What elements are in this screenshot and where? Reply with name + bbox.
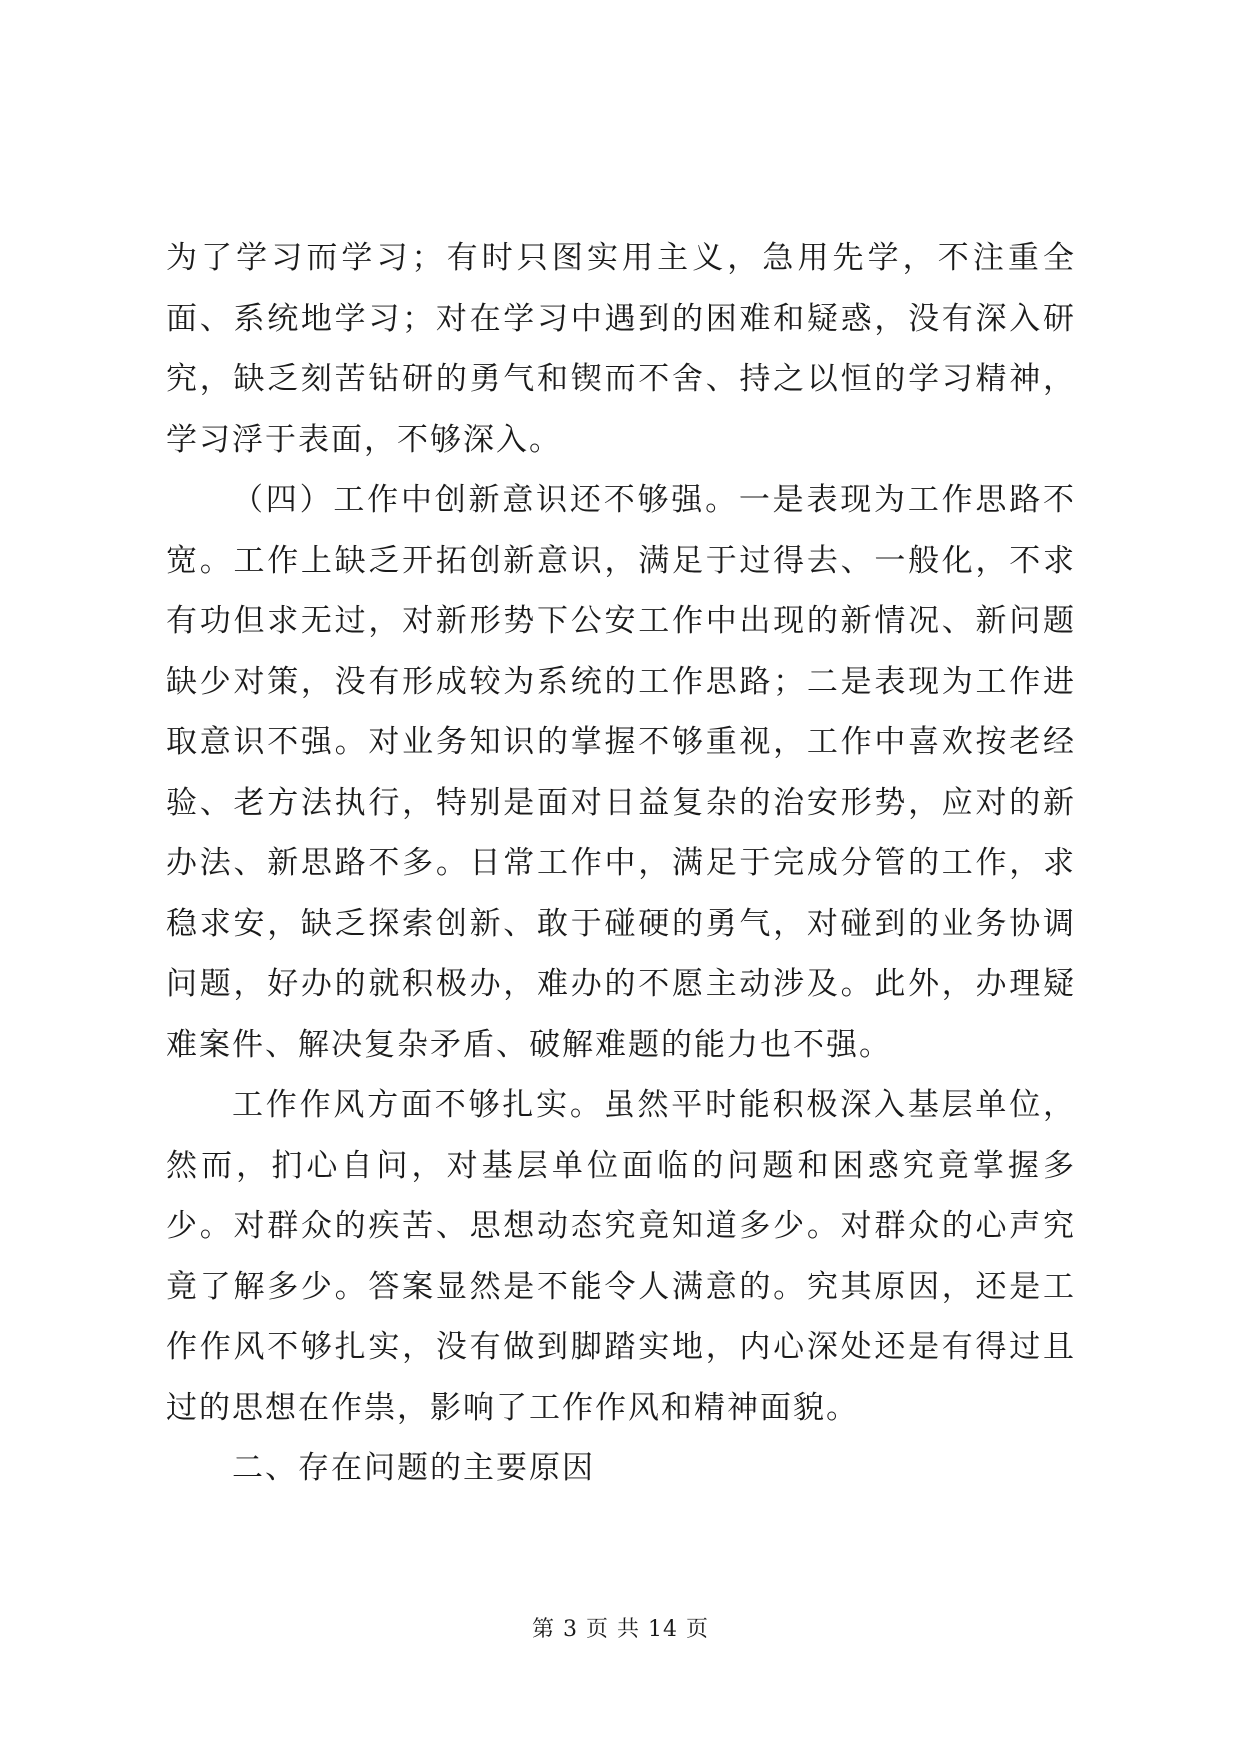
paragraph-innovation: （四）工作中创新意识还不够强。一是表现为工作思路不宽。工作上缺乏开拓创新意识，满足于过得去、一般化，不求有功但求无过，对新形势下公安工作中出现的新情况、新问题缺少对策，没有形成较为系统的工作思路；二是表现为工作进取意识不强。对业务知识的掌握不够重视，工作中喜欢按老经验、老方法执行，特别是面对日益复杂的治安形势，应对的新办法、新思路不多。日常工作中，满足于完成分管的工作，求稳求安，缺乏探索创新、敢于碰硬的勇气，对碰到的业务协调问题，好办的就积极办，难办的不愿主动涉及。此外，办理疑难案件、解决复杂矛盾、破解难题的能力也不强。 bbox=[166, 482, 1076, 1063]
paragraph-work-style: 工作作风方面不够扎实。虽然平时能积极深入基层单位，然而，扪心自问，对基层单位面临的问题和困惑究竟掌握多少。对群众的疾苦、思想动态究竟知道多少。对群众的心声究竟了解多少。答案显然是不能令人满意的。究其原因，还是工作作风不够扎实，没有做到脚踏实地，内心深处还是有得过且过的思想在作祟，影响了工作作风和精神面貌。 bbox=[166, 1087, 1076, 1426]
paragraph-continuation: 为了学习而学习；有时只图实用主义，急用先学，不注重全面、系统地学习；对在学习中遇到的困难和疑惑，没有深入研究，缺乏刻苦钻研的勇气和锲而不舍、持之以恒的学习精神，学习浮于表面，不够深入。 bbox=[166, 240, 1076, 458]
page-number-footer: 第 3 页 共 14 页 bbox=[532, 1617, 709, 1642]
section-heading-causes: 二、存在问题的主要原因 bbox=[232, 1450, 595, 1486]
document-body bbox=[166, 228, 1076, 1499]
